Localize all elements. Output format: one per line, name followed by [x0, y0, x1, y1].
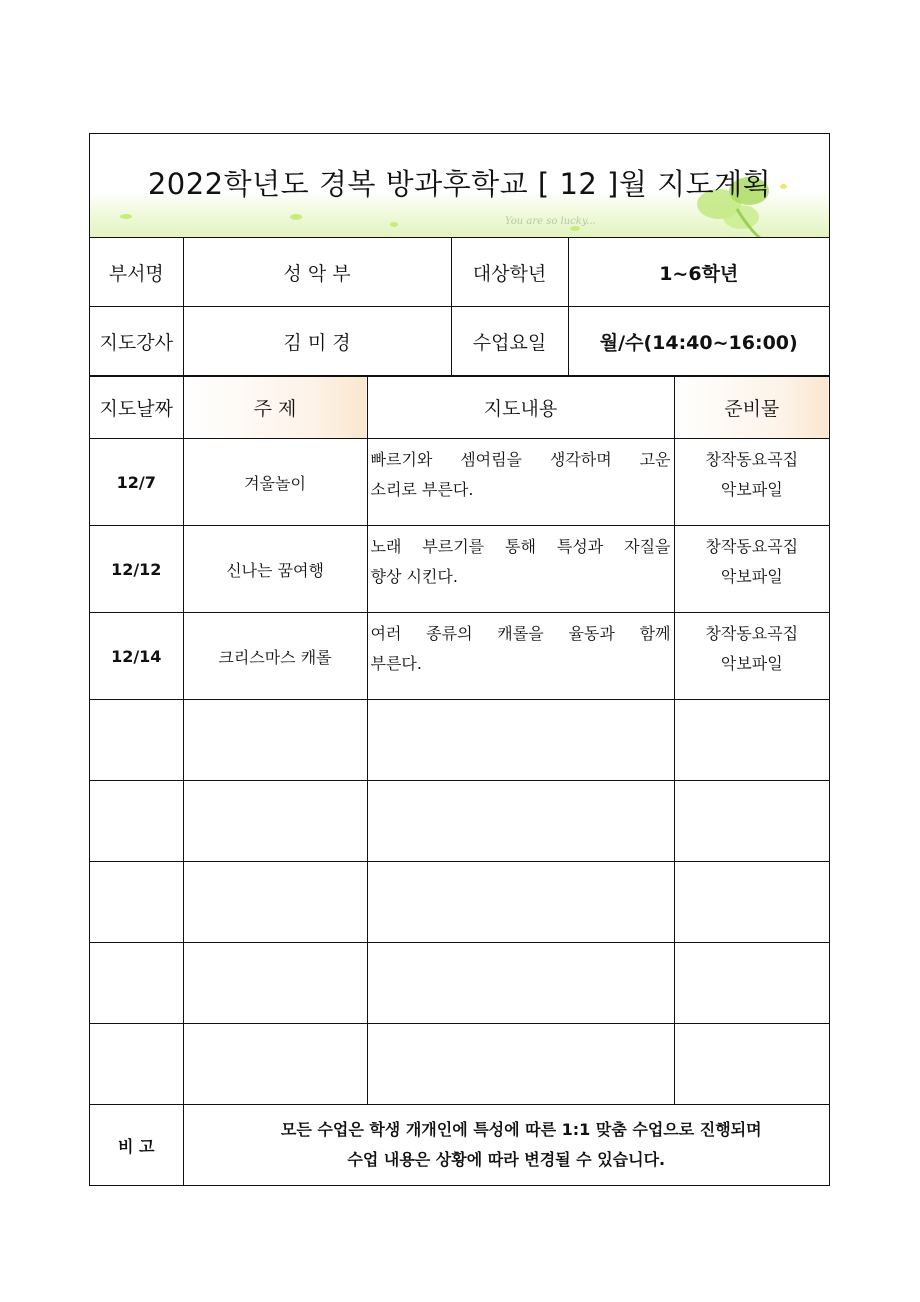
day-value: 월/수(14:40~16:00)	[568, 307, 829, 376]
grade-label: 대상학년	[451, 238, 568, 307]
plan-table	[89, 133, 830, 1186]
empty-row	[90, 862, 829, 943]
grade-value: 1~6학년	[568, 238, 829, 307]
row-materials: 창작동요곡집 악보파일	[674, 439, 829, 526]
table-row	[90, 613, 829, 700]
dept-value: 성 악 부	[183, 238, 451, 307]
empty-row	[90, 943, 829, 1024]
remarks-text: 모든 수업은 학생 개개인에 특성에 따른 1:1 맞춤 수업으로 진행되며 수업 내용은 상황에 따라 변경될 수 있습니다.	[183, 1105, 829, 1186]
row-date: 12/7	[90, 439, 183, 526]
day-label: 수업요일	[451, 307, 568, 376]
row-content: 여러 종류의 캐롤을 율동과 함께 부른다.	[367, 613, 674, 700]
dept-label: 부서명	[90, 238, 183, 307]
row-topic: 신나는 꿈여행	[183, 526, 367, 613]
teacher-label: 지도강사	[90, 307, 183, 376]
row-date: 12/12	[90, 526, 183, 613]
decoration-text: You are so lucky...	[505, 216, 596, 227]
page-title: 2022학년도 경복 방과후학교 [ 12 ]월 지도계획	[147, 167, 772, 201]
row-topic: 겨울놀이	[183, 439, 367, 526]
header-materials: 준비물	[674, 377, 829, 439]
schedule-header-row	[90, 377, 829, 439]
remarks-label: 비 고	[90, 1105, 183, 1186]
row-content: 빠르기와 셈여림을 생각하며 고운 소리로 부른다.	[367, 439, 674, 526]
empty-row	[90, 700, 829, 781]
remarks-row	[90, 1105, 829, 1186]
row-materials: 창작동요곡집 악보파일	[674, 526, 829, 613]
empty-row	[90, 781, 829, 862]
title-banner	[90, 134, 829, 238]
empty-row	[90, 1024, 829, 1105]
header-content: 지도내용	[367, 377, 674, 439]
header-date: 지도날짜	[90, 377, 183, 439]
row-materials: 창작동요곡집 악보파일	[674, 613, 829, 700]
table-row	[90, 526, 829, 613]
schedule-table	[90, 376, 829, 1185]
row-topic: 크리스마스 캐롤	[183, 613, 367, 700]
row-content: 노래 부르기를 통해 특성과 자질을 향상 시킨다.	[367, 526, 674, 613]
header-topic: 주 제	[183, 377, 367, 439]
info-table	[90, 238, 829, 376]
table-row	[90, 439, 829, 526]
teacher-value: 김 미 경	[183, 307, 451, 376]
row-date: 12/14	[90, 613, 183, 700]
